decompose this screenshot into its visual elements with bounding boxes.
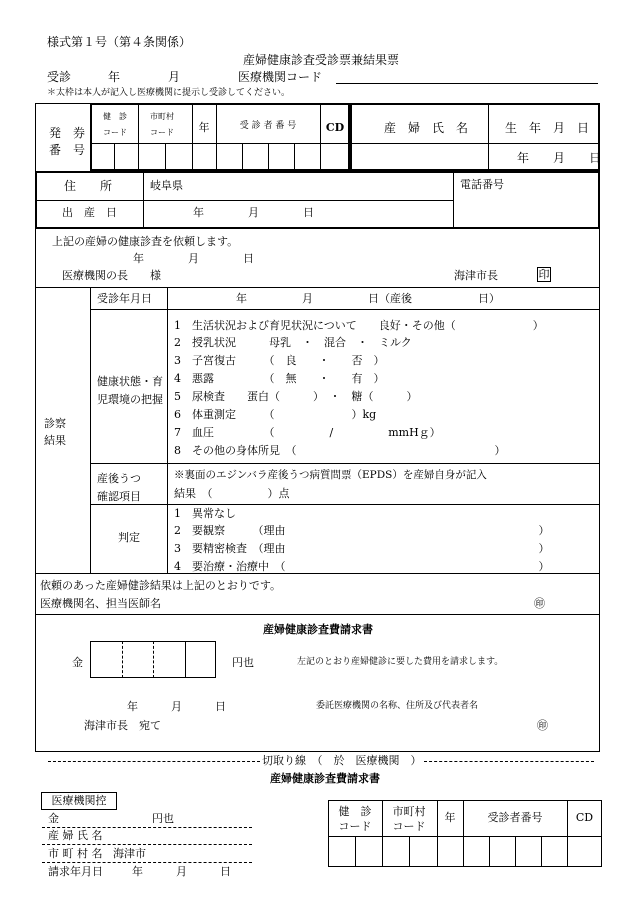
invoice-ymd: 年 月 日	[127, 700, 226, 713]
form-title: 産婦健康診査受診票兼結果票	[243, 53, 400, 67]
request-ymd: 年 月 日	[133, 252, 254, 265]
exam-label: 受診	[47, 70, 72, 84]
birth-date-ymd: 年 月 日	[193, 206, 314, 219]
mayor-label: 海津市長	[454, 269, 498, 282]
stub-city-label: 市 町 村 名	[48, 847, 103, 860]
med-code-label: 医療機関コード	[238, 70, 323, 84]
patient-number-label: 受 診 者 番 号	[239, 121, 297, 131]
exam-year-label: 年	[108, 70, 121, 84]
result-doctor-label: 医療機関名、担当医師名	[40, 597, 161, 610]
stub-yen: 円也	[152, 812, 174, 825]
health-item-2: 2 授乳状況 母乳 ・ 混合 ・ ミルク	[174, 336, 412, 349]
judgement-3: 3 要精密検査 （理由 ）	[174, 542, 550, 555]
invoice-mayor: 海津市長 宛て	[84, 719, 161, 732]
stub-city-code-label: 市町村 コード	[392, 805, 426, 833]
judgement-label: 判定	[118, 531, 140, 544]
kenshin-code-label: 健 診 コード	[103, 112, 127, 137]
birth-ymd: 年 月 日	[517, 151, 602, 165]
year-col-label: 年	[198, 121, 210, 134]
exam-date-value: 年 月 日（産後 日）	[236, 292, 500, 305]
health-item-8: 8 その他の身体所見 （ ）	[174, 444, 506, 457]
cut-line-left	[48, 761, 260, 762]
judgement-4: 4 要治療・治療中 （ ）	[174, 560, 550, 573]
health-item-7: 7 血圧 （ / mmHｇ）	[174, 426, 441, 439]
issue-number-label: 発 券 番 号	[49, 126, 86, 157]
invoice-title: 産婦健康診査費請求書	[263, 623, 373, 636]
phone-label: 電話番号	[460, 178, 504, 191]
city-code-label: 市町村 コード	[150, 112, 174, 137]
mother-name-label: 産 婦 氏 名	[384, 121, 469, 135]
med-code-field[interactable]	[336, 83, 598, 84]
form-number: 様式第１号（第４条関係）	[47, 35, 192, 49]
judgement-2: 2 要観察 （理由 ）	[174, 524, 550, 537]
stub-cd-label: CD	[575, 811, 594, 824]
prefecture: 岐阜県	[150, 179, 183, 192]
invoice-kin: 金	[72, 656, 83, 669]
health-label: 健康状態・育 児環境の把握	[97, 375, 163, 406]
health-item-6: 6 体重測定 （ ）kg	[174, 408, 377, 421]
stub-copy-label: 医療機関控	[41, 792, 117, 810]
depression-label: 産後うつ 確認項目	[97, 472, 141, 503]
health-item-4: 4 悪露 （ 無 ・ 有 ）	[174, 372, 385, 385]
stub-patient-number-label: 受診者番号	[487, 811, 543, 824]
stub-kenshin-label: 健 診 コード	[338, 805, 372, 833]
doctor-seal: ㊞	[534, 597, 545, 610]
result-note-text: 依頼のあった産婦健診結果は上記のとおりです。	[40, 579, 282, 592]
judgement-1: 1 異常なし	[174, 507, 236, 520]
exam-month-label: 月	[168, 70, 181, 84]
invoice-yen: 円也	[232, 656, 254, 669]
mayor-seal: 印	[538, 268, 550, 281]
health-item-5: 5 尿検査 蛋白（ ） ・ 糖（ ）	[174, 390, 418, 403]
stub-kin: 金	[48, 812, 59, 825]
birth-label: 生 年 月 日	[505, 121, 590, 135]
director-label: 医療機関の長 様	[62, 269, 161, 282]
instruction-note: ＊太枠は本人が記入し医療機関に提示し受診してください。	[47, 88, 291, 98]
stub-title: 産婦健康診査費請求書	[270, 772, 380, 785]
exam-section-label: 診察 結果	[44, 417, 66, 447]
exam-date-label: 受診年月日	[97, 292, 152, 305]
invoice-seal: ㊞	[537, 719, 548, 732]
cut-line-right	[424, 761, 594, 762]
stub-claim-ymd: 年 月 日	[132, 865, 231, 878]
cd-label: CD	[325, 121, 345, 134]
health-item-1: 1 生活状況および育児状況について 良好・その他（ ）	[174, 319, 544, 332]
stub-year-col: 年	[444, 811, 456, 824]
invoice-desc: 左記のとおり産婦健診に要した費用を請求します。	[297, 657, 504, 667]
stub-city: 海津市	[113, 847, 146, 860]
cut-line-text: 切取り線 （ 於 医療機関 ）	[262, 754, 422, 767]
stub-claim-date-label: 請求年月日	[48, 865, 103, 878]
address-label: 住 所	[64, 179, 113, 193]
depression-text: ※裏面のエジンバラ産後うつ病質問票（EPDS）を産婦自身が記入	[174, 469, 487, 481]
depression-result: 結果 （ ）点	[174, 487, 290, 500]
request-text: 上記の産婦の健康診査を依頼します。	[52, 235, 239, 248]
birth-date-label: 出 産 日	[62, 206, 117, 219]
stub-name-label: 産 婦 氏 名	[48, 829, 103, 842]
health-item-3: 3 子宮復古 （ 良 ・ 否 ）	[174, 354, 385, 367]
invoice-consignee: 委託医療機関の名称、住所及び代表者名	[316, 701, 479, 711]
